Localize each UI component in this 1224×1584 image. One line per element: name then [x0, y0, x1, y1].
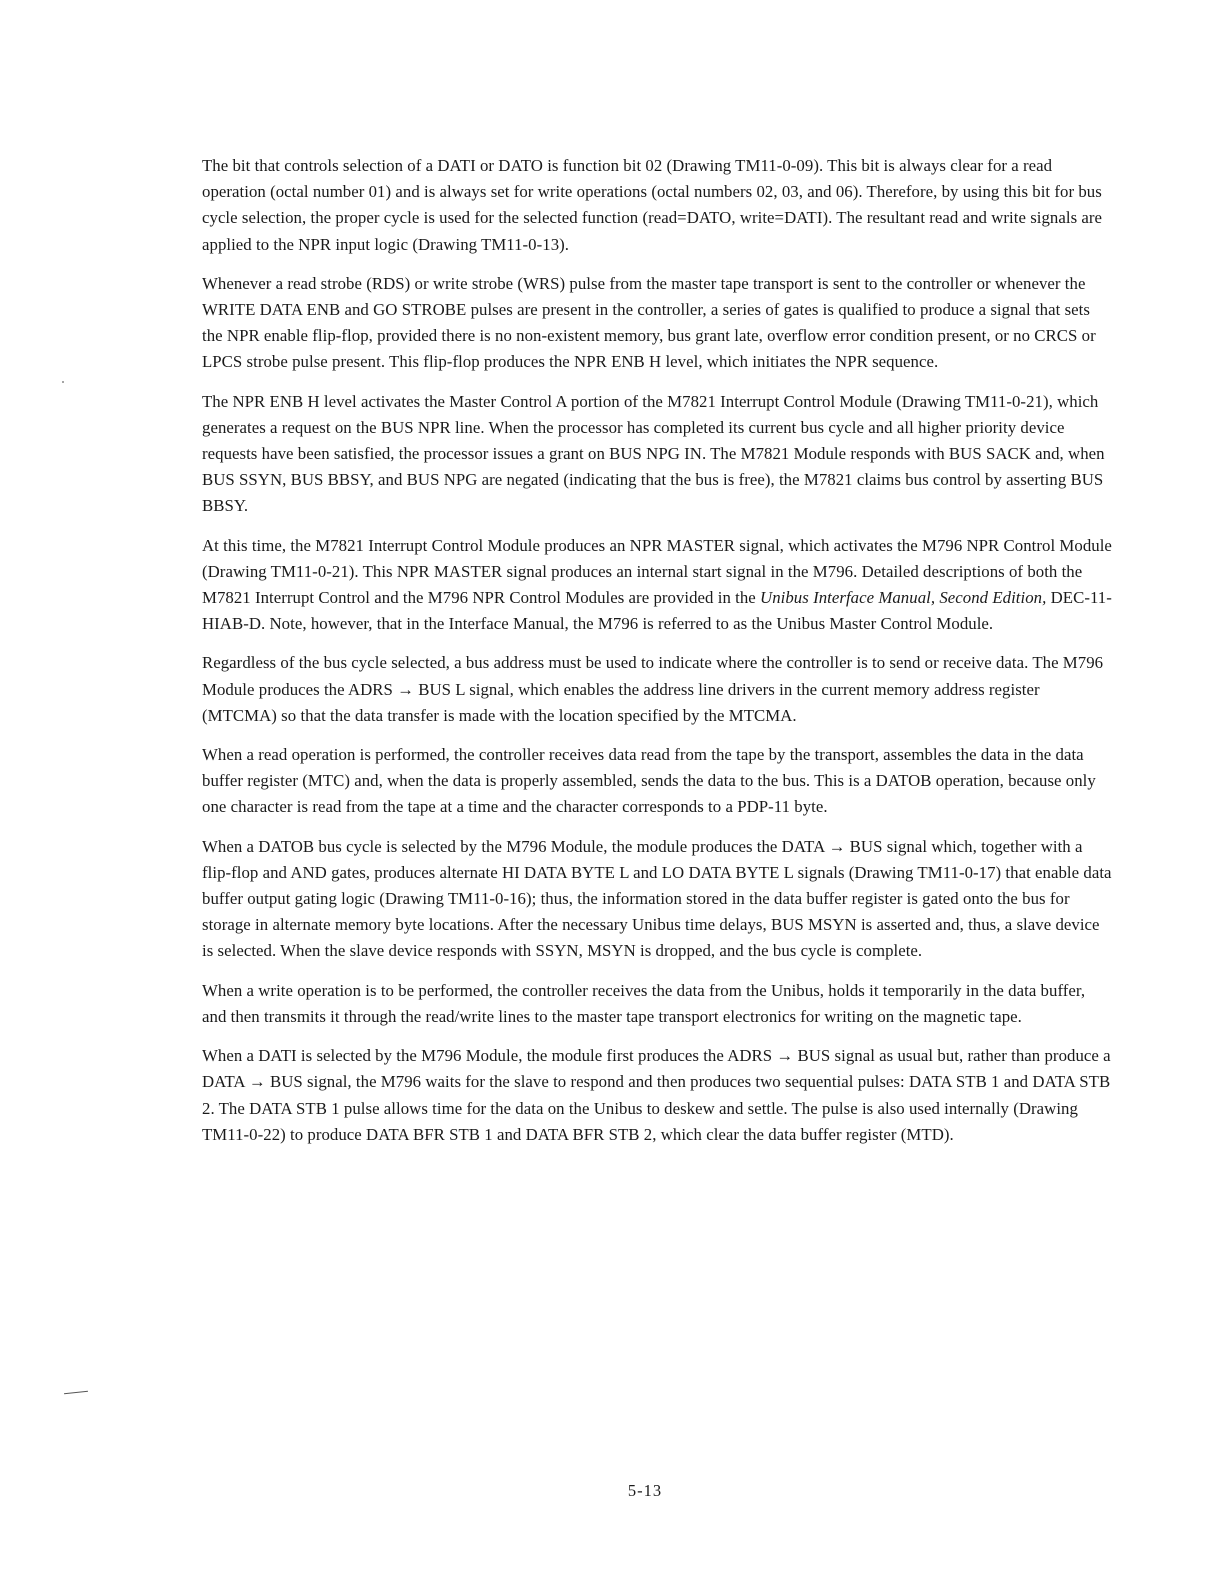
paragraph-npr-master-signal: [202, 533, 1112, 638]
paragraph-bus-address: Regardless of the bus cycle selected, a bus address must be used to indicate where the controller is to send or receive data. The M796 Module produces the ADRS → BUS L signal, which enables the address line drivers in the current memory address register (MTCMA) so that the data transfer is made with the location specified by the MTCMA.: [202, 653, 1104, 725]
document-body: [202, 153, 1112, 1161]
manual-title: Unibus Interface Manual, Second Edition,: [760, 588, 1047, 608]
page-number: 5-13: [627, 1481, 663, 1500]
paragraph-write-operation: When a write operation is to be performed, the controller receives the data from the Unibus, holds it temporarily in the data buffer, and then transmits it through the read/write lines to the master tape transport electronics for writing on the magnetic tape.: [202, 980, 1086, 1026]
paragraph-datob-cycle: When a DATOB bus cycle is selected by the M796 Module, the module produces the DATA → BUS signal which, together with a flip-flop and AND gates, produces alternate HI DATA BYTE L and LO DATA BYTE L signals (Drawing TM11-0-17) that enable data buffer output gating logic (Drawing TM11-0-16); thus, the information stored in the data buffer register is gated onto the bus for storage in alternate memory byte locations. After the necessary Unibus time delays, BUS MSYN is asserted and, thus, a slave device is selected. When the slave device responds with SSYN, MSYN is dropped, and the bus cycle is complete.: [202, 836, 1112, 961]
scan-speck: [62, 381, 64, 383]
margin-scan-mark: [64, 1391, 88, 1395]
paragraph-npr-enb-level: The NPR ENB H level activates the Master Control A portion of the M7821 Interrupt Control Module (Drawing TM11-0-21), which generates a request on the BUS NPR line. When the processor has completed its current bus cycle and all higher priority device requests have been satisfied, the processor issues a grant on BUS NPG IN. The M7821 Module responds with BUS SACK and, when BUS SSYN, BUS BBSY, and BUS NPG are negated (indicating that the bus is free), the M7821 claims bus control by asserting BUS BBSY.: [202, 391, 1105, 516]
paragraph-read-operation: When a read operation is performed, the controller receives data read from the tape by the transport, assembles the data in the data buffer register (MTC) and, when the data is properly assembled, sends the data to the bus. This is a DATOB operation, because only one character is read from the tape at a time and the character corresponds to a PDP-11 byte.: [202, 745, 1096, 817]
paragraph-npr-master-text-start: At this time, the M7821 Interrupt Control Module produces an NPR MASTER signal, which activates the M796 NPR Control Module (Drawing TM11-0-21). This NPR MASTER signal produces an internal start signal in the M796. Detailed descriptions of both the M7821 Interrupt Control and the M796 NPR Control Modules are provided in the: [202, 535, 1112, 608]
paragraph-npr-enable-flip-flop: Whenever a read strobe (RDS) or write strobe (WRS) pulse from the master tape transport is sent to the controller or whenever the WRITE DATA ENB and GO STROBE pulses are present in the controller, a series of gates is qualified to produce a signal that sets the NPR enable flip-flop, provided there is no non-existent memory, bus grant late, overflow error condition present, or no CRCS or LPCS strobe pulse present. This flip-flop produces the NPR ENB H level, which initiates the NPR sequence.: [202, 273, 1096, 372]
paragraph-dati-selected: When a DATI is selected by the M796 Module, the module first produces the ADRS → BUS signal as usual but, rather than produce a DATA → BUS signal, the M796 waits for the slave to respond and then produces two sequential pulses: DATA STB 1 and DATA STB 2. The DATA STB 1 pulse allows time for the data on the Unibus to deskew and settle. The pulse is also used internally (Drawing TM11-0-22) to produce DATA BFR STB 1 and DATA BFR STB 2, which clear the data buffer register (MTD).: [202, 1046, 1111, 1144]
paragraph-dati-dato-selection: The bit that controls selection of a DATI or DATO is function bit 02 (Drawing TM11-0-09). This bit is always clear for a read operation (octal number 01) and is always set for write operations (octal numbers 02, 03, and 06). Therefore, by using this bit for bus cycle selection, the proper cycle is used for the selected function (read=DATO, write=DATI). The resultant read and write signals are applied to the NPR input logic (Drawing TM11-0-13).: [202, 156, 1103, 254]
paragraph-npr-master-text-end: DEC-11-HIAB-D. Note, however, that in the Interface Manual, the M796 is referred to as the Unibus Master Control Module.: [202, 588, 1112, 634]
